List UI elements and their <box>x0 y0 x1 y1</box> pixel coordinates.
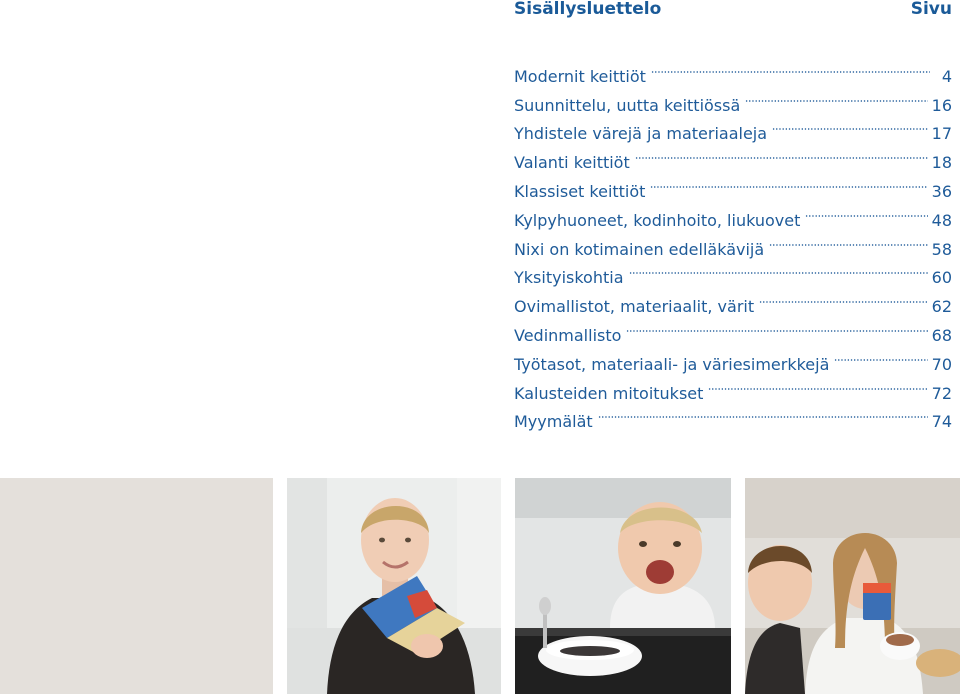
toc-entry-page: 72 <box>931 383 952 403</box>
table-of-contents <box>514 53 952 432</box>
dot-leader <box>635 139 928 168</box>
plain-color-panel <box>0 478 273 694</box>
toc-entry-label: Modernit keittiöt <box>514 66 646 86</box>
toc-title: Sisällysluettelo <box>514 0 662 19</box>
toc-entry-label: Ovimallistot, materiaalit, värit <box>514 297 755 317</box>
toc-entry-label: Yksityiskohtia <box>514 268 624 288</box>
toc-entry-label: Työtasot, materiaali- ja väriesimerkkejä <box>514 354 830 374</box>
dot-leader <box>772 111 928 140</box>
toc-header <box>514 0 952 21</box>
toc-entry-label: Nixi on kotimainen edelläkävijä <box>514 239 765 259</box>
dot-leader <box>629 255 928 284</box>
toc-entry-label: Myymälät <box>514 412 593 432</box>
toc-entry-label: Kylpyhuoneet, kodinhoito, liukuovet <box>514 210 801 230</box>
toc-entry-page: 18 <box>931 153 952 173</box>
dot-leader <box>759 283 928 312</box>
dot-leader <box>598 399 928 428</box>
toc-entry-page: 4 <box>941 66 952 86</box>
dot-leader <box>769 226 927 255</box>
dot-leader <box>626 312 927 341</box>
toc-entry-page: 16 <box>931 95 952 115</box>
toc-entry-label: Vedinmallisto <box>514 325 622 345</box>
toc-entry-label: Klassiset keittiöt <box>514 181 646 201</box>
toc-entry-page: 70 <box>931 354 952 374</box>
toc-entry[interactable] <box>514 53 952 86</box>
toc-entry-page: 48 <box>931 210 952 230</box>
toc-entry-page: 17 <box>931 124 952 144</box>
photo-strip <box>0 478 960 694</box>
toc-entry-page: 62 <box>931 297 952 317</box>
toc-entry-label: Kalusteiden mitoitukset <box>514 383 704 403</box>
dot-leader <box>805 197 927 226</box>
dot-leader <box>834 341 927 370</box>
toc-entry-page: 74 <box>931 412 952 432</box>
boy-reading-book-photo <box>287 478 501 694</box>
dot-leader <box>651 53 930 82</box>
toc-entry-label: Suunnittelu, uutta keittiössä <box>514 95 741 115</box>
toc-entry-label: Valanti keittiöt <box>514 153 630 173</box>
toddler-with-bowl-photo <box>515 478 731 694</box>
toc-entry-page: 58 <box>931 239 952 259</box>
boy-reading-illustration <box>287 478 501 694</box>
dot-leader <box>745 82 927 111</box>
kitchen-kids-illustration <box>745 478 960 694</box>
kids-in-kitchen-photo <box>745 478 960 694</box>
toc-entry-page: 68 <box>931 325 952 345</box>
toc-entry-page: 36 <box>931 181 952 201</box>
dot-leader <box>708 370 927 399</box>
toc-entry-label: Yhdistele värejä ja materiaaleja <box>514 124 768 144</box>
toddler-illustration <box>515 478 731 694</box>
toc-entry-page: 60 <box>931 268 952 288</box>
dot-leader <box>650 168 927 197</box>
page-column-heading: Sivu <box>910 0 952 19</box>
